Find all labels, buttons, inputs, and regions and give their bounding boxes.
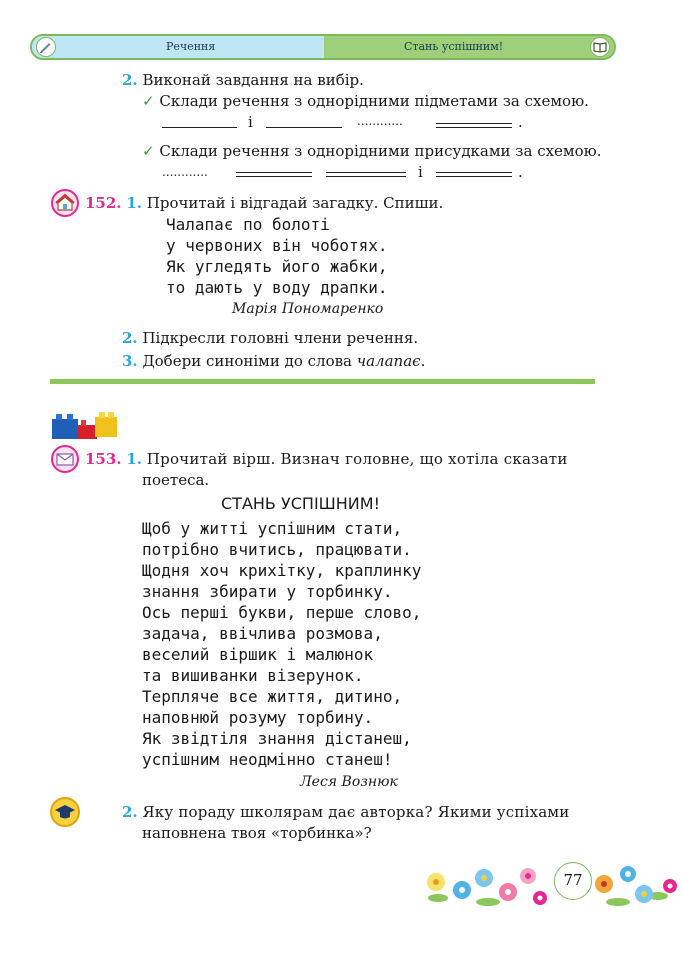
task-number: 2. [122,71,138,89]
option-text: Склади речення з однорідними підметами за схемою. [159,92,589,110]
poem [142,518,421,770]
sentence-end: . [420,352,426,370]
graduation-cap-icon [50,797,80,827]
poem-title: СТАНЬ УСПІШНИМ! [221,494,380,513]
section-divider [50,379,595,384]
letter-icon [51,445,79,473]
italic-word: чалапає [356,352,421,370]
scheme-and: і [248,113,253,131]
poem-line: Ось перші букви, перше слово, [142,603,422,622]
poem-author: Леся Вознюк [300,774,398,790]
ex153-task2 [122,802,598,822]
header-right-title: Стань успішним! [404,40,504,53]
ex152-heading [85,193,443,213]
ex152-task2 [122,328,418,348]
task-text: Виконай завдання на вибір. [142,71,364,89]
ex153-heading [85,449,597,469]
scheme-end: . [518,113,523,131]
chapter-header [30,34,616,60]
task-text-cont: поетеса. [142,471,210,489]
blocks-icon [50,405,120,441]
scheme-dots: ............ [162,165,208,179]
option-text: Склади речення з однорідними присудками за схемою. [159,142,602,160]
poem-line: задача, ввічлива розмова, [142,624,383,643]
exercise-number: 153. [85,450,122,468]
task-text: Прочитай вірш. Визнач головне, що хотіла сказати [146,450,568,468]
riddle-author: Марія Пономаренко [232,301,384,317]
task-text: Добери синоніми до слова [142,352,352,370]
sub-number: 2. [122,329,138,347]
header-right [324,36,614,58]
pen-icon [36,37,56,57]
riddle-line: Чалапає по болоті [166,215,330,234]
scheme-end: . [518,163,523,181]
sub-number: 1. [126,450,142,468]
riddle-line: Як угледять його жабки, [166,257,388,276]
task2-option2 [142,141,601,161]
house-icon [51,189,79,217]
check-icon: ✓ [142,142,155,160]
header-left [32,36,324,58]
poem-line: Щоб у житті успішним стати, [142,519,403,538]
poem-line: та вишиванки візерунок. [142,666,364,685]
poem-line: успішним неодмінно станеш! [142,750,393,769]
header-left-title: Речення [166,40,216,53]
poem-line: Щодня хоч крихітку, краплинку [142,561,422,580]
riddle [166,214,388,298]
poem-line: знання збирати у торбинку. [142,582,393,601]
flower-decoration [418,858,680,914]
scheme-dots: ............ [357,114,403,128]
scheme-and: і [418,163,423,181]
poem-line: потрібно вчитись, працювати. [142,540,412,559]
task-text-cont: наповнена твоя «торбинка»? [142,824,372,842]
riddle-line: у червоних він чоботях. [166,236,388,255]
sub-number: 1. [126,194,142,212]
poem-line: наповнюй розуму торбину. [142,708,374,727]
page-number: 77 [554,862,592,900]
poem-line: веселий віршик і малюнок [142,645,374,664]
exercise-number: 152. [85,194,122,212]
task2-top-heading [122,70,364,90]
task-text: Прочитай і відгадай загадку. Спиши. [146,194,444,212]
task-text: Яку пораду школярам дає авторка? Якими успіхами [142,803,570,821]
poem-line: Як звідтіля знання дістанеш, [142,729,412,748]
sub-number: 2. [122,803,138,821]
sub-number: 3. [122,352,138,370]
check-icon: ✓ [142,92,155,110]
ex152-task3 [122,351,425,371]
task-text: Підкресли головні члени речення. [142,329,419,347]
book-icon [590,37,610,57]
poem-line: Терпляче все життя, дитино, [142,687,403,706]
riddle-line: то дають у воду драпки. [166,278,388,297]
task2-option1 [142,91,589,111]
